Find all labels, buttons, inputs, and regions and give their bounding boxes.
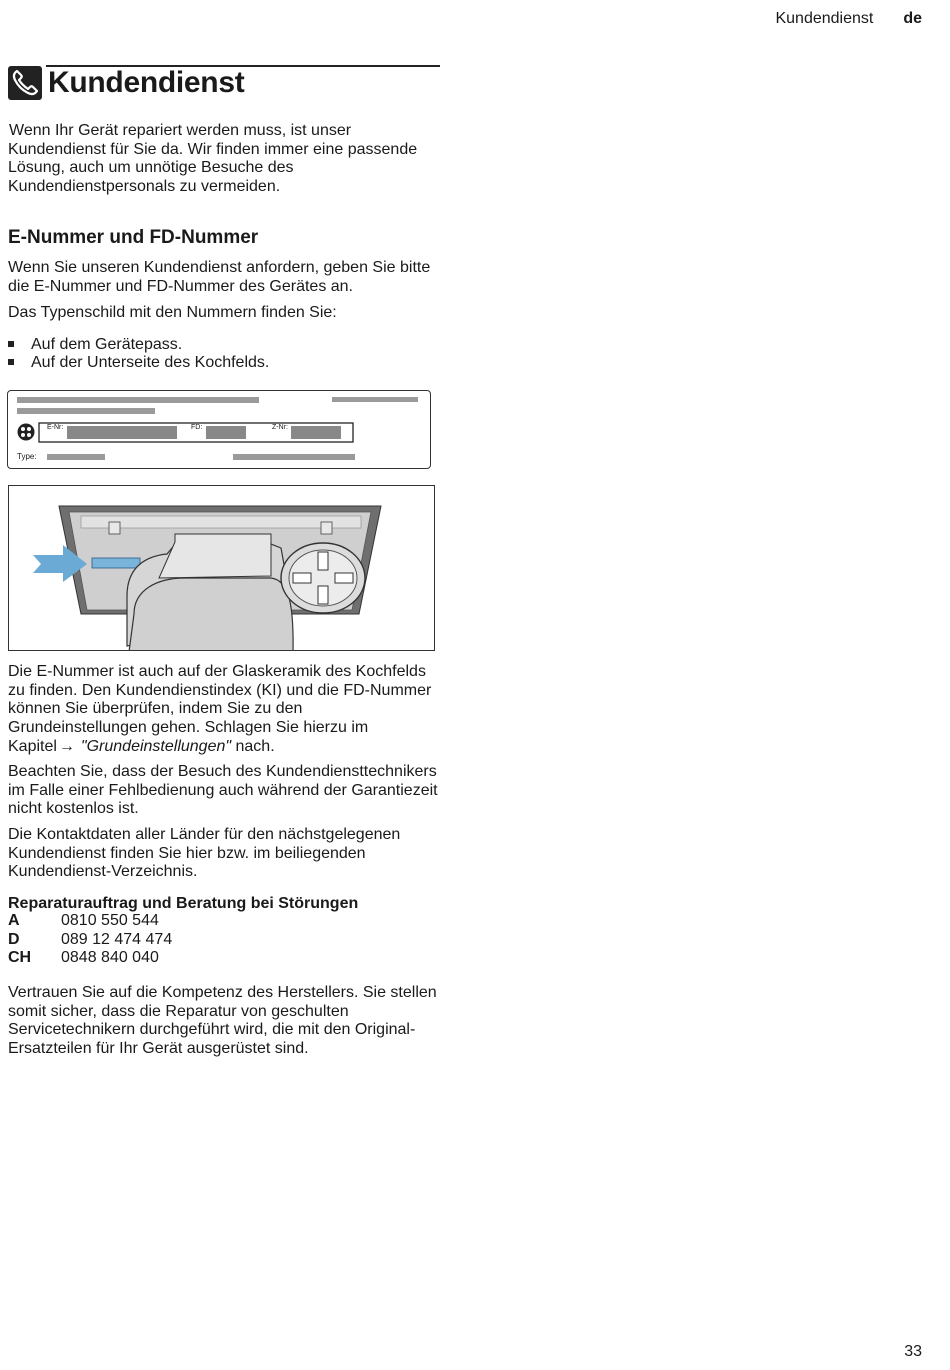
bullet-square-icon [8,359,14,365]
hob-underside-illustration [8,485,435,651]
phone-number: 0848 840 040 [61,949,159,966]
contact-row [8,912,159,931]
warranty-paragraph: Beachten Sie, dass der Besuch des Kundendiensttechnikers im Falle einer Fehlbedienung auch während der Garantiezeit nicht kostenlos ist. [8,763,438,818]
country-code: D [8,931,20,948]
phone-number: 0810 550 544 [61,912,159,929]
plate-type-label: Type: [17,452,37,461]
typeplate-paragraph: Das Typenschild mit den Nummern finden Sie: [8,304,337,321]
country-code: A [8,912,20,929]
type-plate [7,390,431,469]
list-item [8,354,269,373]
arrow-right-icon: → [58,737,75,755]
running-header-language: de [903,10,922,27]
list-item-text: Auf der Unterseite des Kochfelds. [31,354,270,371]
page-number: 33 [904,1343,922,1360]
plate-enr-label: E-Nr: [47,424,64,431]
section-heading: E-Nummer und FD-Nummer [8,227,259,248]
page-title: Kundendienst [48,66,245,99]
glass-ceramic-paragraph [8,663,440,757]
list-item [8,336,182,355]
phone-icon [8,66,42,100]
enumber-paragraph: Wenn Sie unseren Kundendienst anfordern, geben Sie bitte die E-Nummer und FD-Nummer des Gerätes an. [8,259,431,295]
contact-directory-paragraph: Die Kontaktdaten aller Länder für den nächstgelegenen Kundendienst finden Sie hier bzw. im beiliegenden Kundendienst-Verzeichnis. [8,826,401,881]
glass-ceramic-text-end: nach. [231,737,275,755]
running-header [775,10,922,28]
running-header-section: Kundendienst [775,10,874,27]
contact-heading: Reparaturauftrag und Beratung bei Störungen [8,895,359,912]
intro-paragraph: Wenn Ihr Gerät repariert werden muss, ist unser Kundendienst für Sie da. Wir finden immer eine passende Lösung, auch um unnötige Besuche des Kundendienstpersonals zu vermeiden. [8,122,418,196]
plate-fd-label: FD: [191,424,203,431]
country-code: CH [8,949,32,966]
manufacturer-paragraph: Vertrauen Sie auf die Kompetenz des Herstellers. Sie stellen somit sicher, dass die Reparatur von geschulten Servicetechnikern durchgeführt wird, die mit den Original-Ersatzteilen für Ihr Gerät ausgerüstet sind. [8,984,437,1058]
contact-row [8,949,159,968]
chapter-reference-link[interactable]: "Grundeinstellungen" [80,737,232,755]
glass-ceramic-text: Die E-Nummer ist auch auf der Glaskeramik des Kochfelds zu finden. Den Kundendienstindex (KI) und die FD-Nummer können Sie überprüfen, indem Sie zu den Grundeinstellungen gehen. Schlagen Sie hierzu im Kapitel [8,663,432,755]
contact-row [8,931,172,950]
bullet-square-icon [8,341,14,347]
list-item-text: Auf dem Gerätepass. [31,336,183,353]
phone-number: 089 12 474 474 [61,931,173,948]
service-logo-icon [17,423,34,440]
plate-znr-label: Z-Nr: [272,424,288,431]
